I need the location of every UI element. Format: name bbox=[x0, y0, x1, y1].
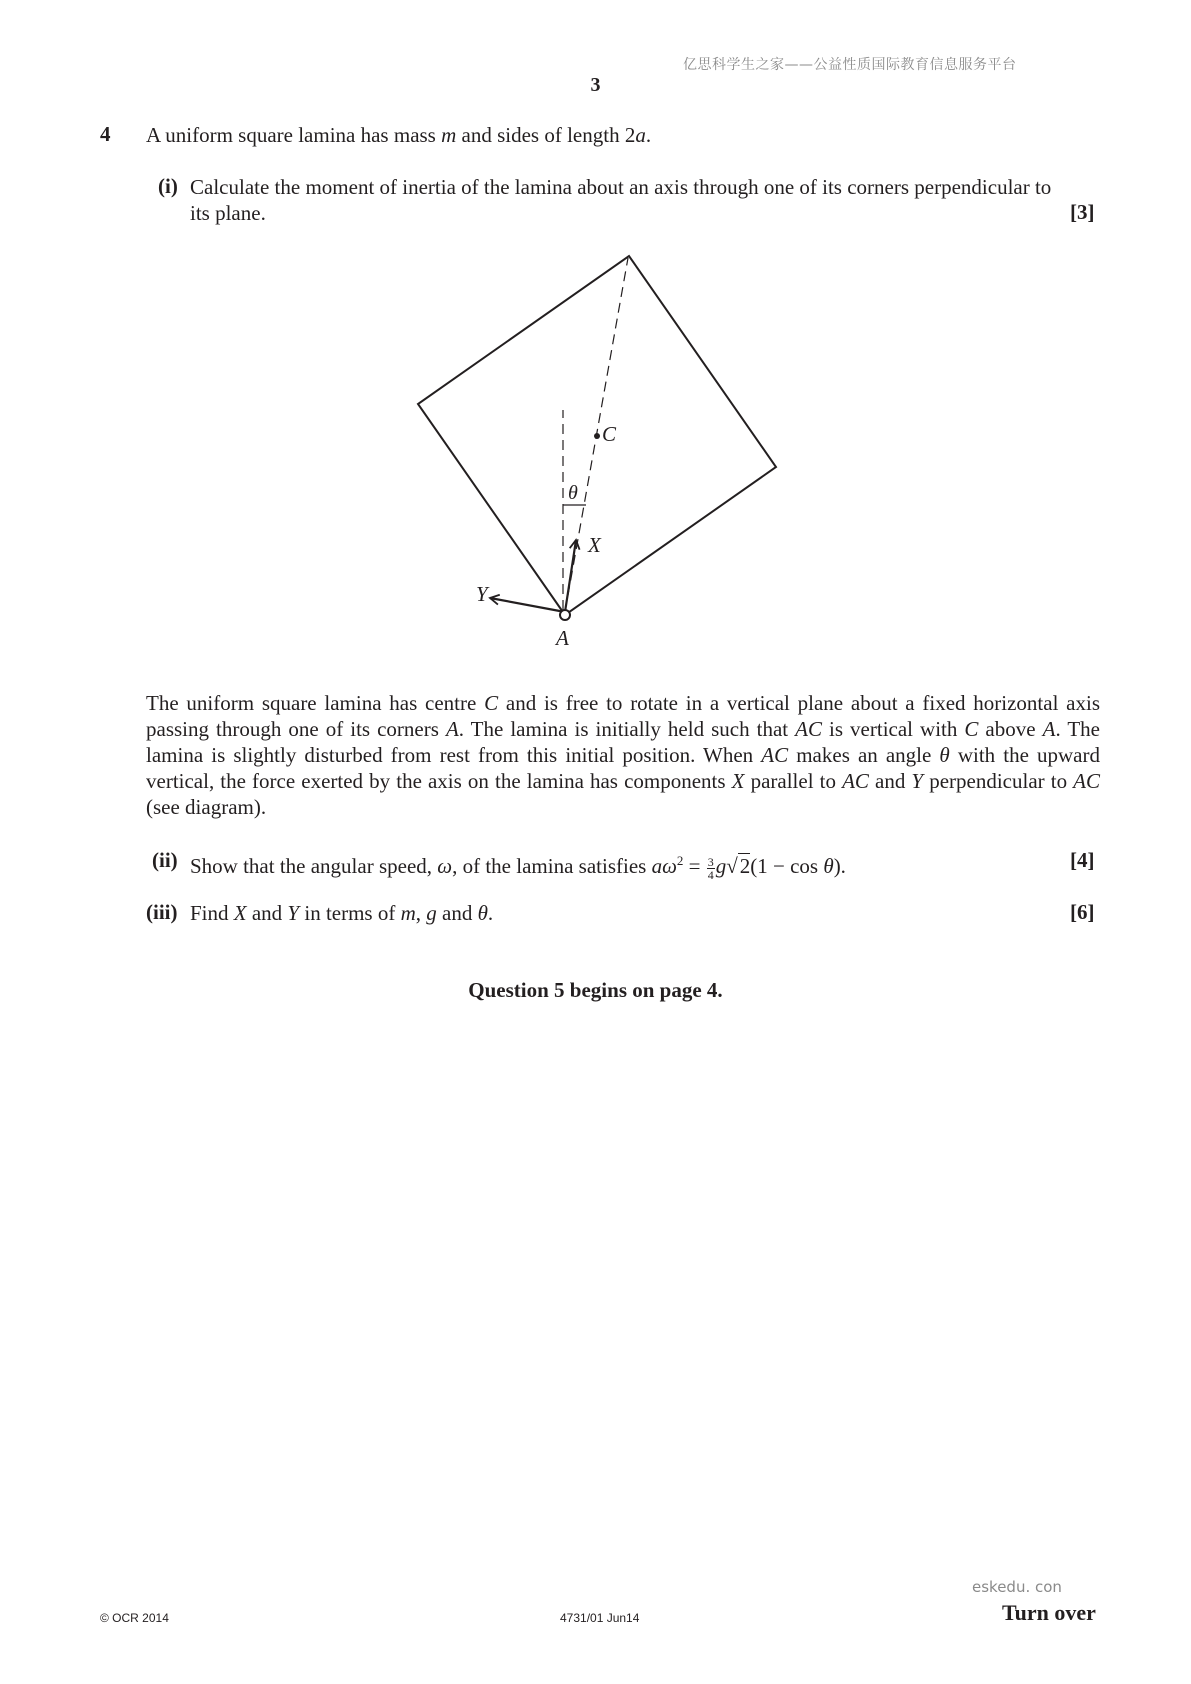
part-i-line1: Calculate the moment of inertia of the lamina about an axis through one of its corners perpendicular to bbox=[190, 175, 1052, 199]
part-i-marks: [3] bbox=[1070, 200, 1095, 224]
fraction-three-quarters: $\frac{3}{4}$ bbox=[707, 854, 714, 882]
force-arrow-X bbox=[565, 540, 576, 612]
part-iii-label: (iii) bbox=[146, 900, 178, 924]
footer-watermark: eskedu. con bbox=[972, 1578, 1062, 1596]
label-X: X bbox=[588, 533, 601, 557]
header-watermark: 亿思科学生之家——公益性质国际教育信息服务平台 bbox=[683, 57, 1017, 73]
next-question-note: Question 5 begins on page 4. bbox=[468, 978, 723, 1002]
part-ii-text: Show that the angular speed, ω, of the lamina satisfies $a\omega^2$ = $\frac{3}{4}$ g√2(1 − cos θ). bbox=[190, 853, 846, 882]
pivot-A bbox=[560, 610, 570, 620]
label-Y: Y bbox=[476, 582, 488, 606]
label-theta: θ bbox=[568, 482, 578, 504]
page-number: 3 bbox=[590, 74, 601, 96]
label-A: A bbox=[556, 626, 569, 650]
question-stem: A uniform square lamina has mass m and sides of length 2a. bbox=[146, 123, 652, 147]
part-ii-marks: [4] bbox=[1070, 848, 1095, 872]
description-paragraph: The uniform square lamina has centre C and is free to rotate in a vertical plane about a fixed horizontal axis passing through one of its corners A. The lamina is initially held such that AC is vertical with C above A. The lamina is slightly disturbed from rest from this initial position. When AC makes an angle θ with the upward vertical, the force exerted by the axis on the lamina has components X parallel to AC and Y perpendicular to AC (see diagram). bbox=[146, 691, 1101, 819]
part-i-label: (i) bbox=[158, 174, 178, 198]
footer-copyright: © OCR 2014 bbox=[100, 1611, 169, 1625]
part-iii-marks: [6] bbox=[1070, 900, 1095, 924]
part-i-line2: its plane. bbox=[190, 201, 266, 225]
label-C: C bbox=[602, 422, 617, 446]
part-ii-label: (ii) bbox=[152, 848, 178, 872]
turn-over-label: Turn over bbox=[1002, 1600, 1096, 1625]
part-iii-text: Find X and Y in terms of m, g and θ. bbox=[190, 901, 494, 925]
question-number: 4 bbox=[100, 122, 111, 146]
footer-paper-code: 4731/01 Jun14 bbox=[560, 1611, 640, 1625]
centre-point-C bbox=[594, 433, 600, 439]
lamina-diagram bbox=[0, 0, 1191, 700]
